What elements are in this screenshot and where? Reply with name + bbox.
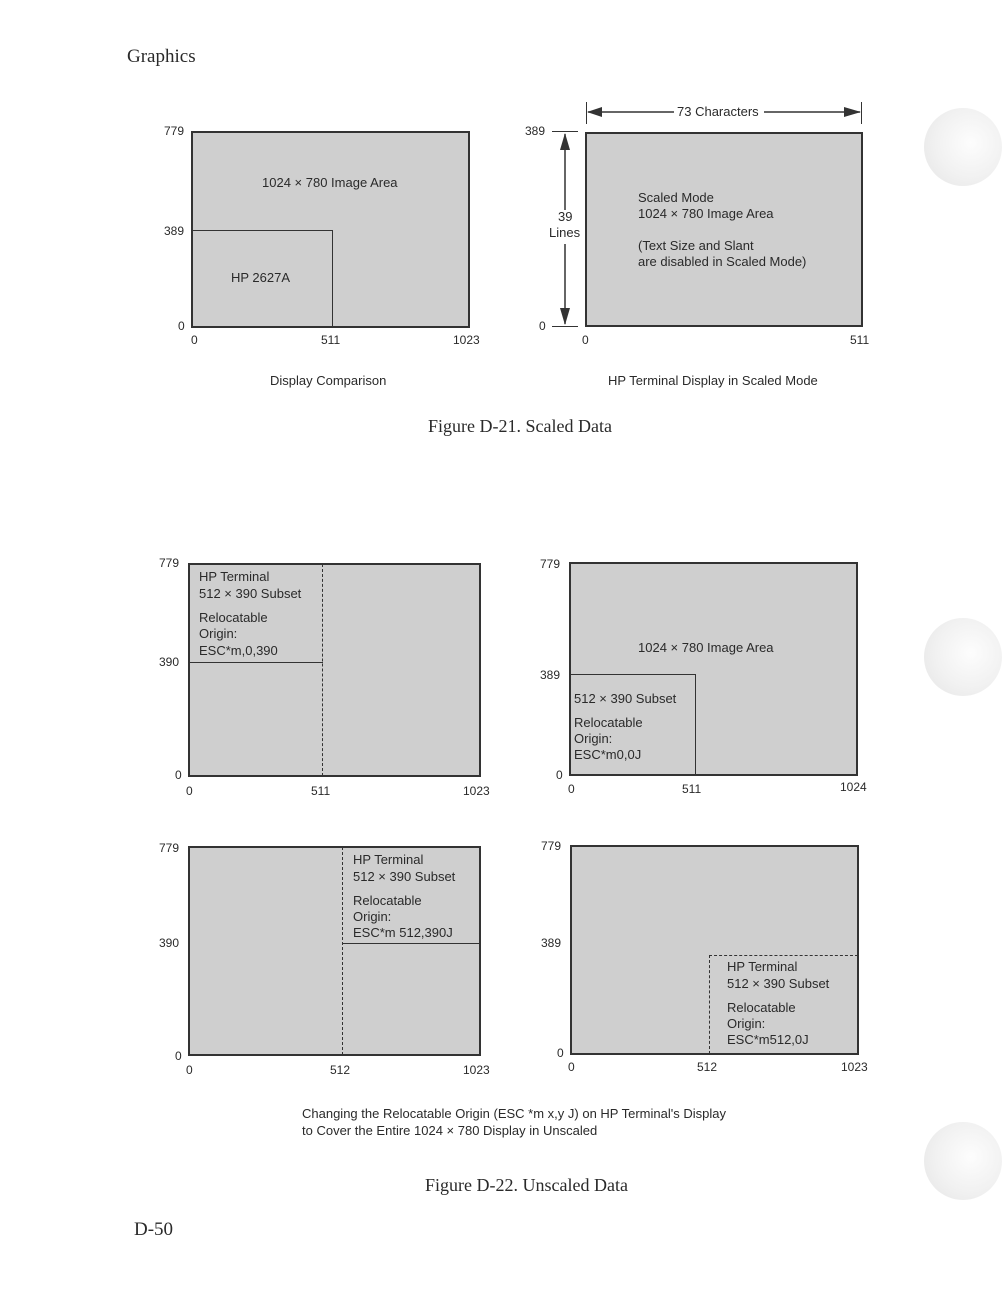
- scaled-mode-line3: (Text Size and Slant: [638, 238, 754, 253]
- y-tick-mid: 390: [159, 936, 180, 950]
- y-tick-mid: 389: [541, 936, 562, 950]
- x-tick-max: 1023: [463, 784, 490, 798]
- figure-d21-caption: Figure D-21. Scaled Data: [428, 416, 612, 436]
- x-tick-zero: 0: [186, 1063, 193, 1077]
- scaled-mode-line1: Scaled Mode: [638, 190, 714, 205]
- y-tick-top: 779: [164, 124, 185, 138]
- subset-line5: ESC*m,0,390: [199, 643, 278, 658]
- subset-line4: Origin:: [199, 626, 238, 641]
- y-tick-zero: 0: [175, 768, 182, 782]
- page-header: Graphics: [127, 46, 196, 67]
- subset-line3: Relocatable: [353, 893, 422, 908]
- y-tick-zero: 0: [539, 319, 546, 333]
- x-tick-zero: 0: [568, 782, 575, 796]
- y-tick-zero: 0: [175, 1049, 182, 1063]
- figure-d22-caption: Figure D-22. Unscaled Data: [425, 1175, 628, 1195]
- y-tick-mid: 389: [164, 224, 185, 238]
- x-tick-max: 1023: [453, 333, 480, 347]
- y-tick-top: 389: [525, 124, 546, 138]
- display-comparison-caption: Display Comparison: [270, 373, 387, 388]
- scaled-mode-line4: are disabled in Scaled Mode): [638, 254, 807, 269]
- y-tick-zero: 0: [556, 768, 563, 782]
- y-tick-top: 779: [159, 556, 180, 570]
- y-tick-mid: 390: [159, 655, 180, 669]
- subset-line1: 512 × 390 Subset: [574, 691, 677, 706]
- y-tick-top: 779: [541, 839, 562, 853]
- image-area-label: 1024 × 780 Image Area: [638, 640, 774, 655]
- x-tick-mid: 511: [682, 782, 702, 796]
- figure-d22-note-line2: to Cover the Entire 1024 × 780 Display in Unscaled: [302, 1123, 598, 1138]
- x-tick-zero: 0: [568, 1060, 575, 1074]
- subset-bottom-edge: [342, 943, 480, 944]
- subset-line3: Origin:: [574, 731, 613, 746]
- subset-line1: HP Terminal: [199, 569, 270, 584]
- y-tick-mid: 389: [540, 668, 561, 682]
- x-tick-zero: 0: [191, 333, 198, 347]
- subset-line2: 512 × 390 Subset: [727, 976, 830, 991]
- subset-right-edge: [322, 564, 323, 776]
- x-tick-max: 1024: [840, 780, 867, 794]
- y-tick-top: 779: [540, 557, 561, 571]
- x-tick-max: 1023: [463, 1063, 490, 1077]
- subset-line2: 512 × 390 Subset: [199, 586, 302, 601]
- y-tick-top: 779: [159, 841, 180, 855]
- image-area-box: [570, 845, 859, 1055]
- subset-line3: Relocatable: [199, 610, 268, 625]
- subset-line1: HP Terminal: [353, 852, 424, 867]
- x-tick-max: 1023: [841, 1060, 868, 1074]
- subset-line1: HP Terminal: [727, 959, 798, 974]
- subset-left-edge: [709, 955, 710, 1054]
- subset-line4: Origin:: [353, 909, 392, 924]
- lines-number: 39: [558, 209, 573, 224]
- subset-top-edge: [709, 955, 858, 956]
- subset-line2: Relocatable: [574, 715, 643, 730]
- lines-word: Lines: [549, 225, 581, 240]
- scaled-mode-line2: 1024 × 780 Image Area: [638, 206, 774, 221]
- y-tick-zero: 0: [178, 319, 185, 333]
- subset-line4: ESC*m0,0J: [574, 747, 642, 762]
- x-tick-mid: 511: [321, 333, 341, 347]
- subset-top-edge: [189, 662, 323, 663]
- subset-line5: ESC*m512,0J: [727, 1032, 809, 1047]
- dimension-bar-bottom: [552, 326, 578, 327]
- x-tick-max: 511: [850, 333, 870, 347]
- subset-left-edge: [342, 847, 343, 1055]
- subset-line3: Relocatable: [727, 1000, 796, 1015]
- subset-line2: 512 × 390 Subset: [353, 869, 456, 884]
- page-number: D-50: [134, 1219, 174, 1240]
- subset-label: HP 2627A: [231, 270, 291, 285]
- image-area-label: 1024 × 780 Image Area: [262, 175, 398, 190]
- x-tick-mid: 511: [311, 784, 331, 798]
- binder-tab-top: [924, 108, 1002, 186]
- figure-d22-note-line1: Changing the Relocatable Origin (ESC *m x,y J) on HP Terminal's Display: [302, 1106, 726, 1121]
- scaled-mode-caption: HP Terminal Display in Scaled Mode: [608, 373, 818, 388]
- characters-label: 73 Characters: [677, 104, 759, 119]
- x-tick-zero: 0: [582, 333, 589, 347]
- binder-tab-middle: [924, 618, 1002, 696]
- x-tick-mid: 512: [330, 1063, 351, 1077]
- subset-line4: Origin:: [727, 1016, 766, 1031]
- x-tick-mid: 512: [697, 1060, 718, 1074]
- y-tick-zero: 0: [557, 1046, 564, 1060]
- x-tick-zero: 0: [186, 784, 193, 798]
- scaled-mode-box: [585, 132, 863, 327]
- subset-line5: ESC*m 512,390J: [353, 925, 453, 940]
- binder-tab-bottom: [924, 1122, 1002, 1200]
